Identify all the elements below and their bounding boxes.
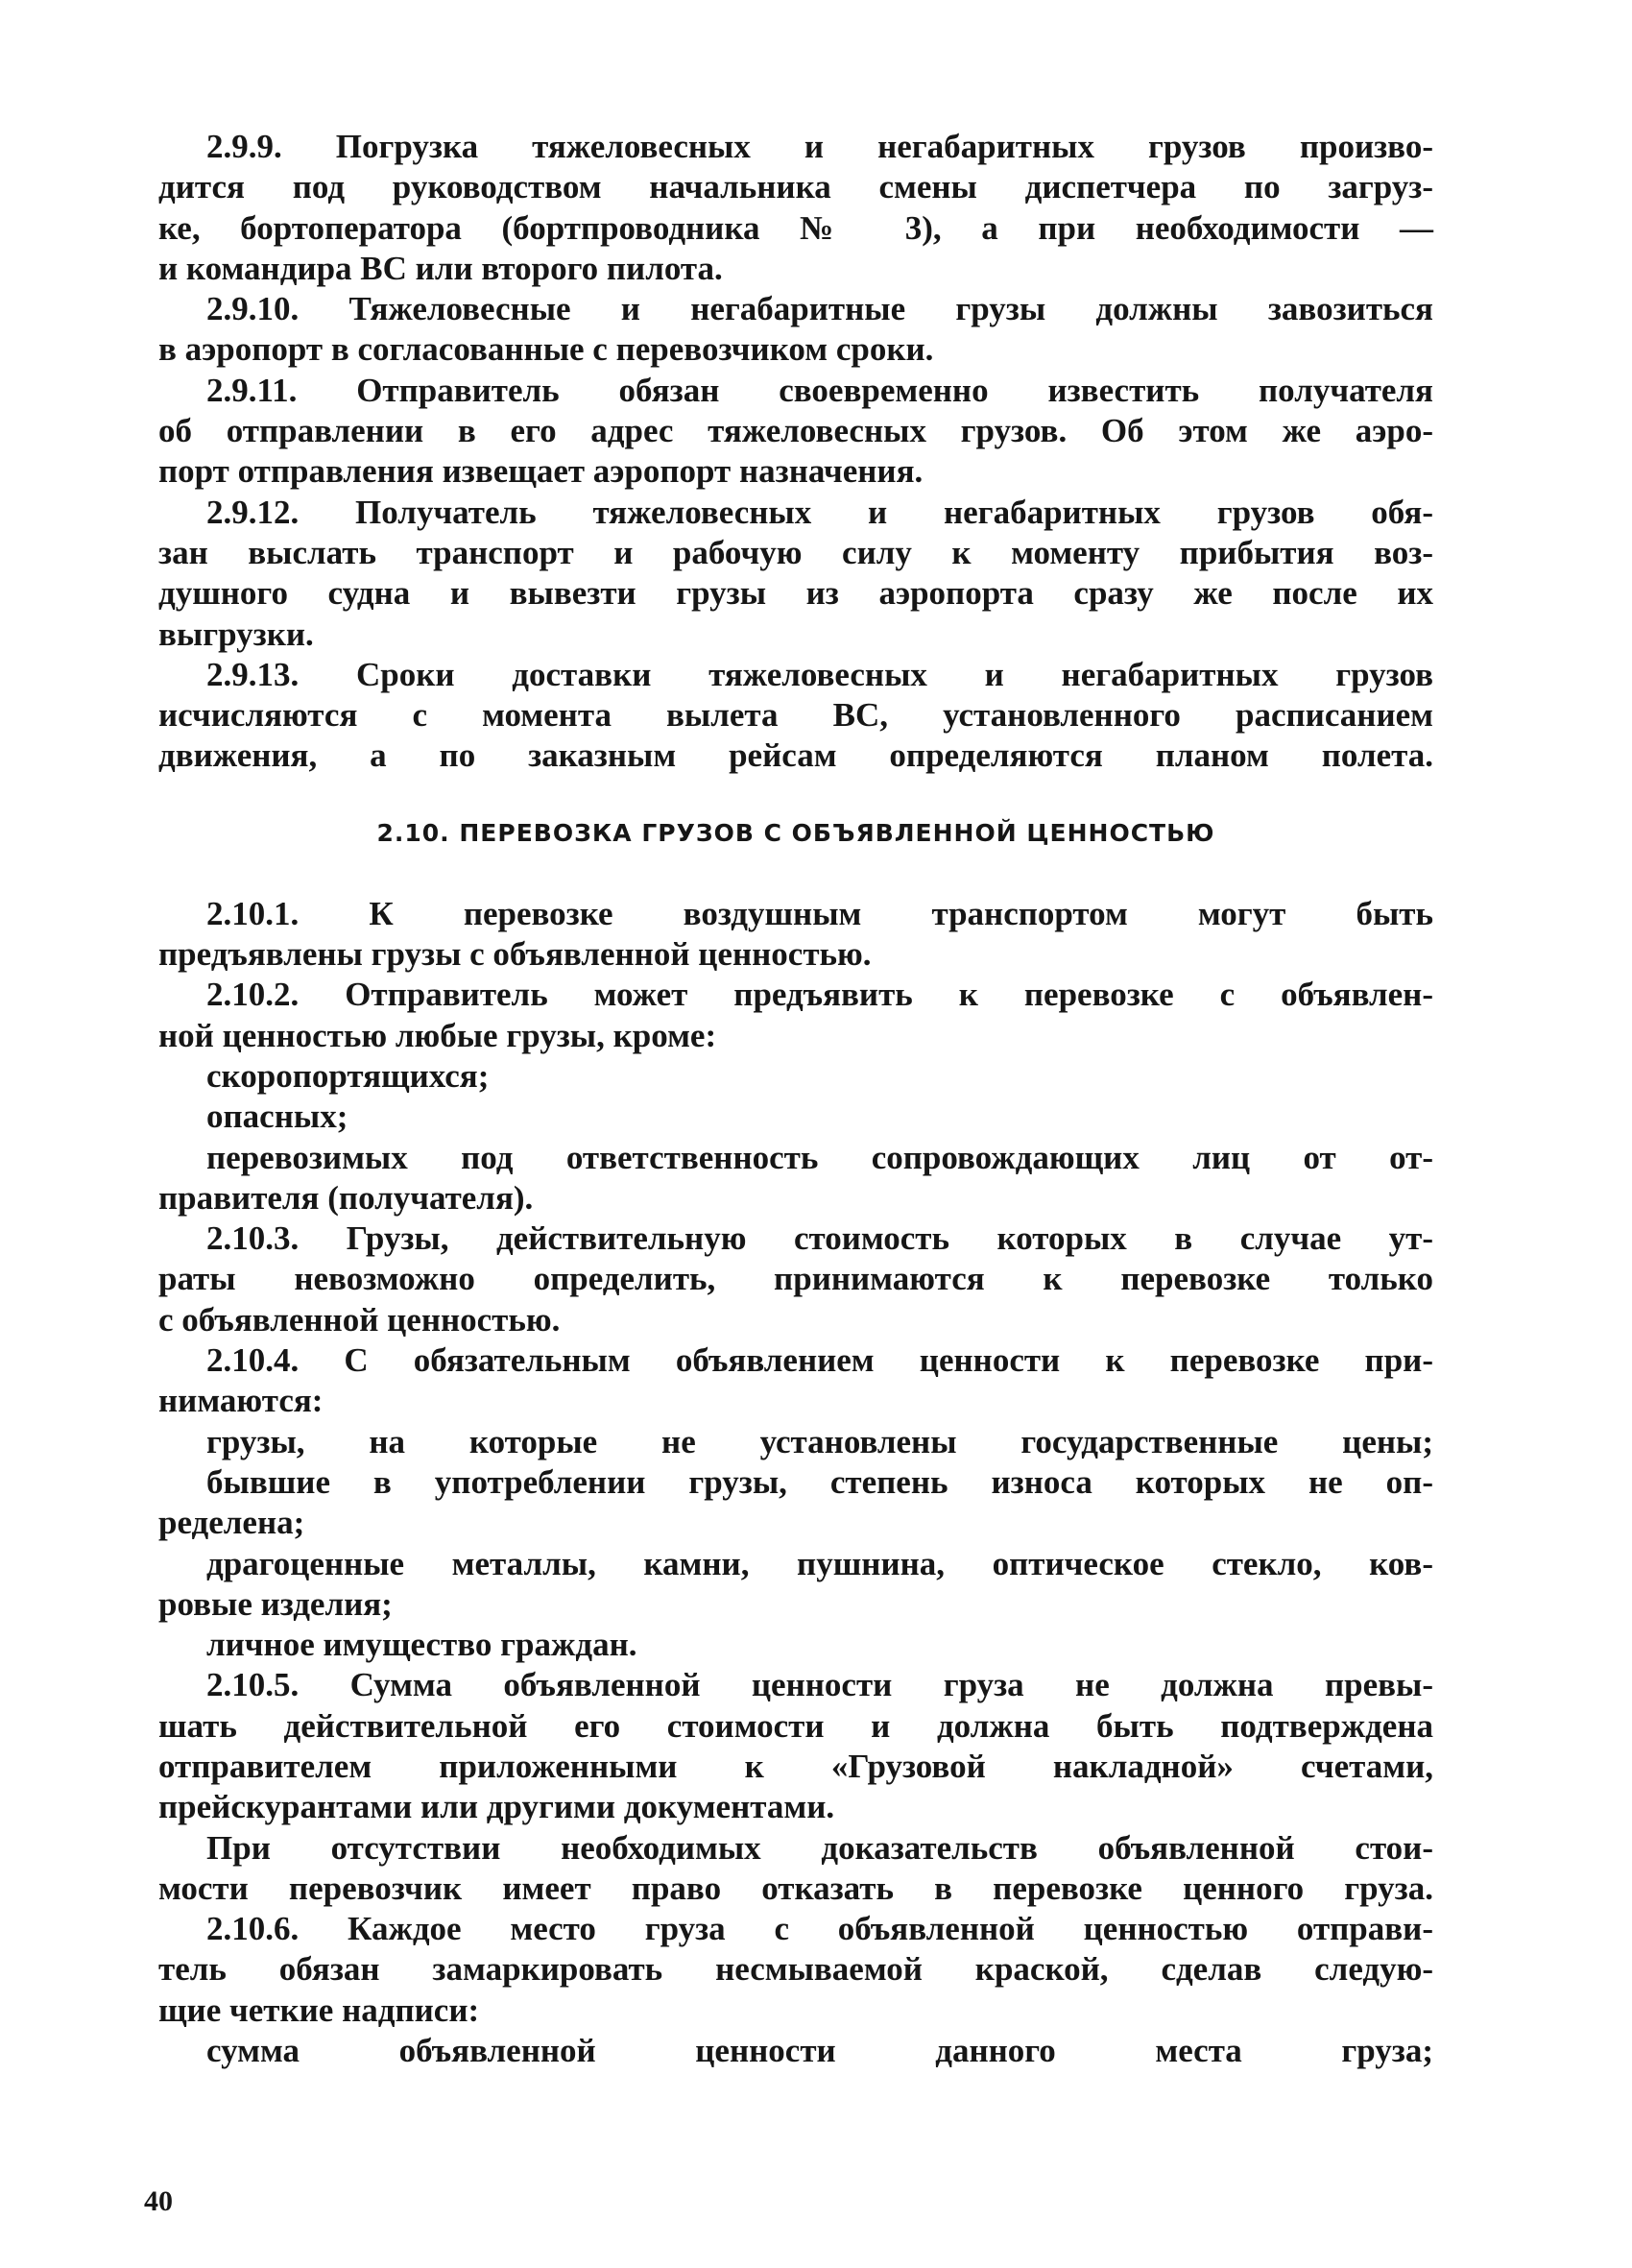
document-page bbox=[158, 127, 1433, 2071]
text-line: дится под руководством начальника смены диспетчера по загруз- bbox=[158, 168, 1433, 206]
text-line: перевозимых под ответственность сопровождающих лиц от от- bbox=[206, 1138, 1433, 1176]
text-line: При отсутствии необходимых доказательств объявленной стои- bbox=[206, 1828, 1433, 1867]
text-line: 2.9.11. Отправитель обязан своевременно известить получателя bbox=[206, 371, 1433, 409]
text-line: 2.9.10. Тяжеловесные и негабаритные грузы должны завозиться bbox=[206, 290, 1433, 328]
section-2-10-text bbox=[158, 894, 1433, 2072]
text-line: личное имущество граждан. bbox=[206, 1626, 637, 1664]
text-line: ке, бортоператора (бортпроводника № 3), а при необходимости — bbox=[158, 208, 1433, 247]
text-line: 2.9.12. Получатель тяжеловесных и негабаритных грузов обя- bbox=[206, 493, 1433, 531]
text-line: об отправлении в его адрес тяжеловесных грузов. Об этом же аэро- bbox=[158, 412, 1433, 450]
text-line: 2.9.9. Погрузка тяжеловесных и негабаритных грузов произво- bbox=[206, 128, 1433, 165]
text-line: порт отправления извещает аэропорт назначения. bbox=[158, 452, 924, 491]
text-line: движения, а по заказным рейсам определяются планом полета. bbox=[158, 736, 1433, 775]
text-line: предъявлены грузы с объявленной ценностью. bbox=[158, 935, 872, 974]
text-line: 2.10.5. Сумма объявленной ценности груза не должна превы- bbox=[206, 1666, 1433, 1704]
text-line: отправителем приложенными к «Грузовой накладной» счетами, bbox=[158, 1747, 1433, 1785]
section-2-9-text bbox=[158, 127, 1433, 777]
text-line: 2.10.3. Грузы, действительную стоимость которых в случае ут- bbox=[206, 1219, 1433, 1258]
text-line: опасных; bbox=[206, 1098, 348, 1136]
text-line: 2.10.2. Отправитель может предъявить к перевозке с объявлен- bbox=[206, 976, 1433, 1014]
text-line: 2.10.6. Каждое место груза с объявленной ценностью отправи- bbox=[206, 1910, 1433, 1948]
text-line: и командира ВС или второго пилота. bbox=[158, 249, 723, 287]
text-line: шать действительной его стоимости и должна быть подтверждена bbox=[158, 1706, 1433, 1745]
section-heading: 2.10. ПЕРЕВОЗКА ГРУЗОВ С ОБЪЯВЛЕННОЙ ЦЕННОСТЬЮ bbox=[376, 818, 1215, 847]
text-line: 2.10.4. С обязательным объявлением ценности к перевозке при- bbox=[206, 1341, 1433, 1380]
text-line: бывшие в употреблении грузы, степень износа которых не оп- bbox=[206, 1462, 1433, 1501]
text-line: нимаются: bbox=[158, 1382, 324, 1420]
text-line: зан выслать транспорт и рабочую силу к моменту прибытия воз- bbox=[158, 533, 1433, 571]
text-line: скоропортящихся; bbox=[206, 1056, 490, 1095]
text-line: в аэропорт в согласованные с перевозчиком сроки. bbox=[158, 330, 934, 369]
text-line: грузы, на которые не установлены государственные цены; bbox=[206, 1422, 1433, 1460]
text-line: драгоценные металлы, камни, пушнина, оптическое стекло, ков- bbox=[206, 1544, 1433, 1582]
text-line: тель обязан замаркировать несмываемой краской, сделав следую- bbox=[158, 1950, 1433, 1989]
text-line: с объявленной ценностью. bbox=[158, 1300, 561, 1339]
text-line: мости перевозчик имеет право отказать в перевозке ценного груза. bbox=[158, 1869, 1433, 1907]
text-line: прейскурантами или другими документами. bbox=[158, 1788, 835, 1826]
text-line: 2.9.13. Сроки доставки тяжеловесных и негабаритных грузов bbox=[206, 655, 1433, 693]
text-line: раты невозможно определить, принимаются к перевозке только bbox=[158, 1260, 1433, 1298]
text-line: выгрузки. bbox=[158, 615, 314, 653]
text-line: щие четкие надписи: bbox=[158, 1991, 480, 2029]
text-line: сумма объявленной ценности данного места груза; bbox=[206, 2032, 1433, 2070]
text-line: исчисляются с момента вылета ВС, установленного расписанием bbox=[158, 696, 1433, 735]
text-line: 2.10.1. К перевозке воздушным транспортом могут быть bbox=[206, 894, 1433, 932]
text-line: ределена; bbox=[158, 1504, 305, 1542]
text-line: ной ценностью любые грузы, кроме: bbox=[158, 1016, 717, 1054]
text-line: правителя (получателя). bbox=[158, 1178, 534, 1217]
text-line: душного судна и вывезти грузы из аэропорта сразу же после их bbox=[158, 574, 1433, 613]
text-line: ровые изделия; bbox=[158, 1584, 393, 1623]
page-number: 40 bbox=[144, 2185, 173, 2217]
